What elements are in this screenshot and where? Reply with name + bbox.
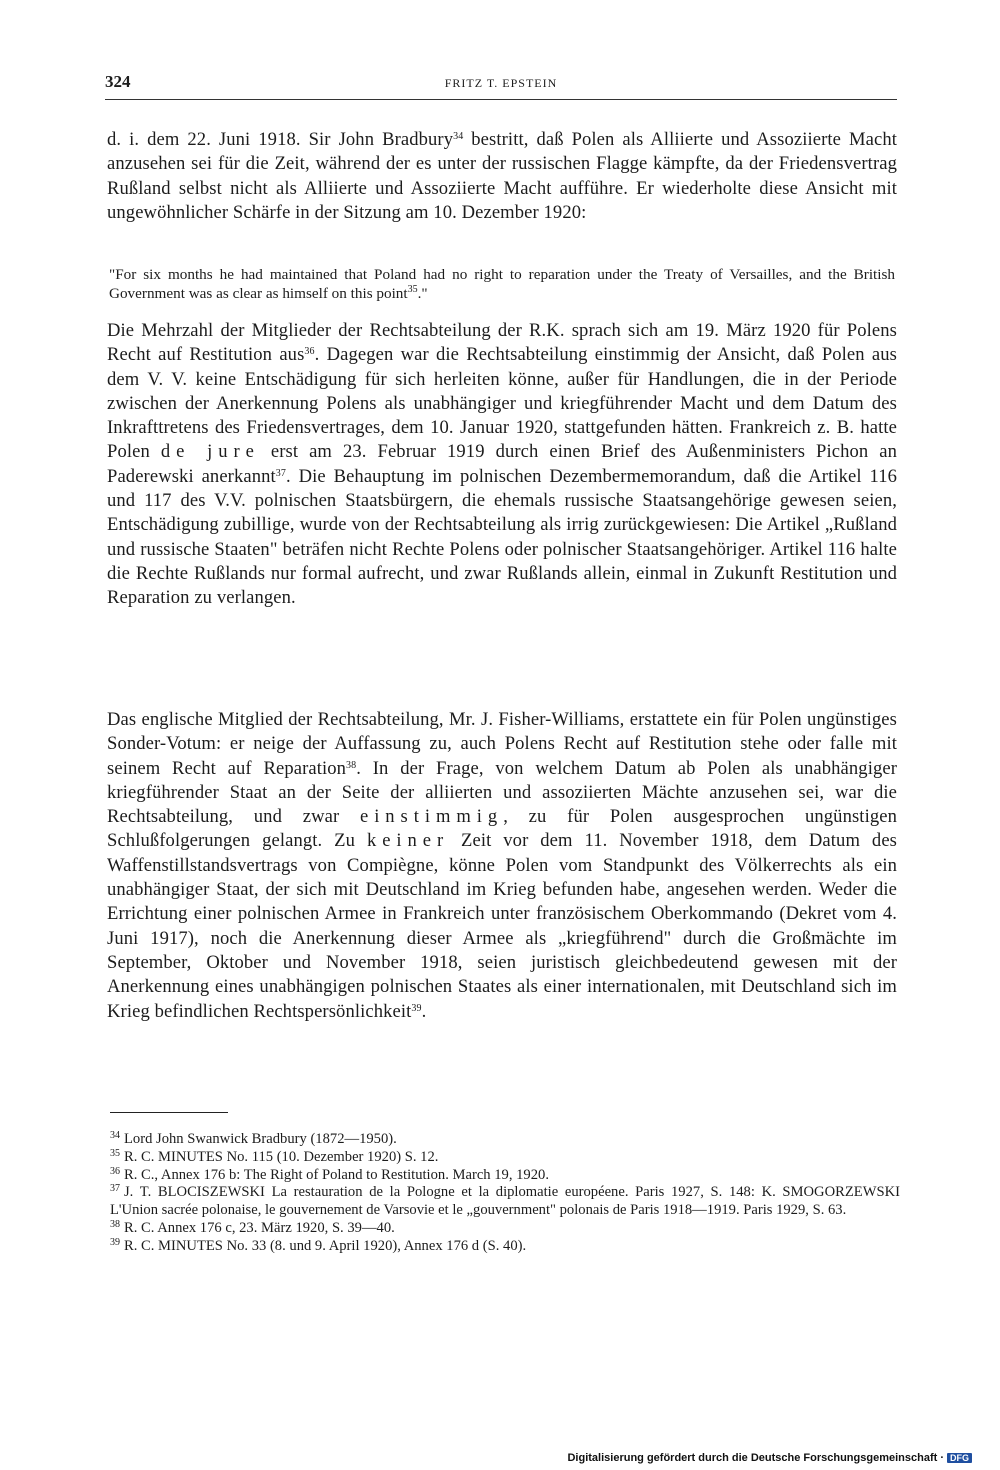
text-run: Zeit vor dem 11. November 1918, dem Datum des Waffenstillstandsvertrags von Compiègne, könne Polen vom Standpunkt des Völkerrechts als ein unabhängiger Staat, der sich mit Deutschland im Krieg befunden habe, angesehen werden. Weder die Errichtung einer polnischen Armee in Frankreich unter französischem Oberkommando (Dekret vom 4. Juni 1917), noch die Anerkennung dieser Armee als „kriegführend" durch die Großmächte im September, Oktober und November 1918, seien juristisch gleichbedeutend gewesen mit der Anerkennung eines unabhängigen polnischen Staates als einer internationalen, mit Deutschland sich im Krieg befindlichen Rechtspersönlichkeit: [107, 830, 898, 1022]
paragraph-3: [107, 708, 897, 1024]
paragraph-1: [107, 128, 897, 225]
paragraph-text: [107, 319, 897, 611]
text-run: , zu für Polen ausgesprochen ungünstigen Schlußfolgerungen gelangt. Zu: [107, 806, 897, 852]
footnote-36: $^{36}$ R. C., Annex 176 b: The Right of Poland to Restitution. March 19, 1920.: [110, 1165, 549, 1183]
quote-text: [109, 265, 895, 303]
text-run: erst am 23. Februar 1919 durch einen Brief des Außenministers Pichon an Paderewski anerkannt: [107, 441, 897, 487]
text-run: .: [421, 1000, 427, 1022]
footnotes: [110, 1131, 900, 1256]
text-run: d. i. dem 22. Juni 1918. Sir John Bradbury: [107, 129, 454, 150]
paragraph-2: [107, 319, 897, 611]
paragraph-text: [107, 708, 897, 1024]
footnote-35: $^{35}$ R. C. MINUTES No. 115 (10. Dezember 1920) S. 12.: [110, 1147, 439, 1165]
footnote-rule: [110, 1112, 228, 1113]
text-run: . In der Frage, von welchem Datum ab Polen als unabhängiger kriegführender Staat an der Seite der alliierten und assoziierten Mächte anzusehen sei, war die Rechtsabteilung, und zwar: [107, 757, 898, 828]
footnote-34: $^{34}$ Lord John Swanwick Bradbury (1872—1950).: [110, 1130, 397, 1147]
paragraph-text: [107, 128, 897, 225]
page-number: 324: [105, 72, 131, 91]
block-quote: [109, 265, 895, 303]
text-run: . Die Behauptung im polnischen Dezembermemorandum, daß die Artikel 116 und 117 des V.V. polnischen Staatsbürgern, die ehemals russische Staatsangehörige gewesen seien, Entschädigung zubillige, wurde von der Rechtsabteilung als irrig zurückgewiesen: Die Artikel „Rußland und russische Staaten" beträfen nicht Rechte Polens oder polnischer Staatsangehöriger. Artikel 116 halte die Rechte Rußlands nur formal aufrecht, und zwar Rußlands allein, einmal in Zukunft Restitution und Reparation zu verlangen.: [107, 465, 897, 609]
text-run: "For six months he had maintained that Poland had no right to reparation under the Treaty of Versailles, and the British Government was as clear as himself on this point: [109, 266, 895, 302]
digitization-credit: [567, 1452, 972, 1464]
spaced-emphasis: de jure: [160, 441, 260, 463]
header-rule: [105, 99, 897, 100]
footnote-ref: 35: [407, 284, 418, 295]
footnote-ref: 38: [346, 759, 357, 771]
text-run: Die Mehrzahl der Mitglieder der Rechtsabteilung der R.K. sprach sich am 19. März 1920 für Polens Recht auf Restitution aus: [107, 320, 897, 366]
footnote-39: $^{39}$ R. C. MINUTES No. 33 (8. und 9. April 1920), Annex 176 d (S. 40).: [110, 1236, 527, 1254]
text-run: Das englische Mitglied der Rechtsabteilung, Mr. J. Fisher-Williams, erstattete ein für Polen ungünstiges Sonder-Votum: er neige der Auffassung zu, auch Polens Recht auf Restitution stehe oder falle mit seinem Recht auf Reparation: [107, 709, 897, 779]
text-run: bestritt, daß Polen als Alliierte und Assoziierte Macht anzusehen sei für die Zeit, während der es unter der russischen Flagge kämpfte, da der Friedensvertrag Rußland selbst nicht als Alliierte und Assoziierte Macht aufführe. Er wiederholte diese Ansicht mit ungewöhnlicher Schärfe in der Sitzung am 10. Dezember 1920:: [107, 129, 897, 223]
footnote-38: $^{38}$ R. C. Annex 176 c, 23. März 1920, S. 39—40.: [110, 1218, 395, 1236]
spaced-emphasis: keiner: [366, 830, 450, 852]
dfg-logo: DFG: [947, 1453, 972, 1463]
footnote-ref: 39: [411, 1002, 422, 1014]
footnote-ref: 34: [453, 131, 464, 142]
text-run: .": [417, 285, 428, 302]
spaced-emphasis: einstimmig: [359, 806, 504, 828]
footnote-37: $^{37}$ J. T. BLOCISZEWSKI La restauration de la Pologne et la diplomatie européene. Paris 1927, S. 148: K. SMOGORZEWSKI L'Union sacrée polonaise, le gouvernement de Varsovie et le „gouvernment" polonais de Paris 1918—1919. Paris 1929, S. 63.: [110, 1183, 900, 1219]
credit-text: Digitalisierung gefördert durch die Deutsche Forschungsgemeinschaft ·: [567, 1452, 944, 1464]
running-head: FRITZ T. EPSTEIN: [444, 76, 558, 90]
text-run: . Dagegen war die Rechtsabteilung einstimmig der Ansicht, daß Polen aus dem V. V. keine Entschädigung für sich herleiten könne, außer für Handlungen, die in der Periode zwischen der Anerkennung Polens als unabhängiger und kriegführender Macht und dem Datum des Inkrafttretens des Friedensvertrages, dem 10. Januar 1920, stattgefunden hätten. Frankreich z. B. hatte Polen: [107, 344, 897, 463]
footnote-ref: 36: [304, 346, 315, 358]
page-header: [105, 72, 897, 98]
footnote-ref: 37: [275, 467, 286, 479]
